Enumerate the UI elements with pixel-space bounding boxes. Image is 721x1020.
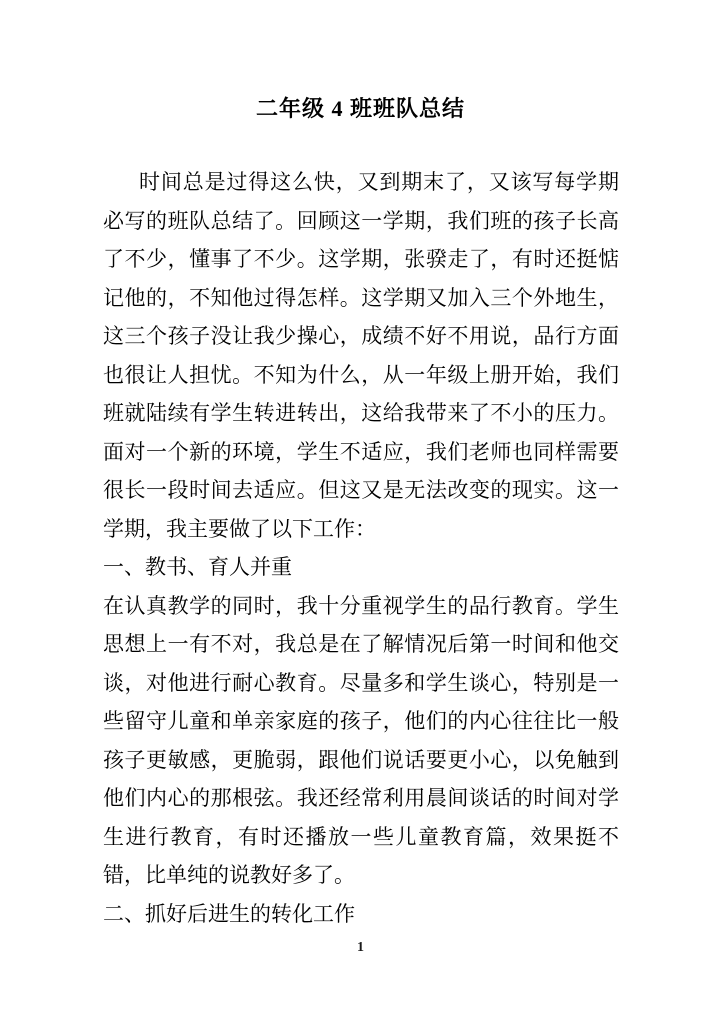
- paragraph-section-1: 在认真教学的同时，我十分重视学生的品行教育。学生思想上一有不对，我总是在了解情况后第一时间和他交谈，对他进行耐心教育。尽量多和学生谈心，特别是一些留守儿童和单亲家庭的孩子，他们的内心往往比一般孩子更敏感，更脆弱，跟他们说话要更小心，以免触到他们内心的那根弦。我还经常利用晨间谈话的时间对学生进行教育，有时还播放一些儿童教育篇，效果挺不错，比单纯的说教好多了。: [103, 593, 619, 887]
- paragraph-intro: 时间总是过得这么快，又到期末了，又该写每学期必写的班队总结了。回顾这一学期，我们班的孩子长高了不少，懂事了不少。这学期，张骙走了，有时还挺惦记他的，不知他过得怎样。这学期又加入三个外地生，这三个孩子没让我少操心，成绩不好不用说，品行方面也很让人担忧。不知为什么，从一年级上册开始，我们班就陆续有学生转进转出，这给我带来了不小的压力。面对一个新的环境，学生不适应，我们老师也同样需要很长一段时间去适应。但这又是无法改变的现实。这一学期，我主要做了以下工作：: [103, 170, 619, 541]
- document-body: [103, 163, 619, 933]
- page-number: 1: [357, 940, 364, 955]
- document-title: 二年级 4 班班队总结: [255, 96, 465, 121]
- section-heading-2: 二、抓好后进生的转化工作: [103, 901, 355, 926]
- section-heading-1: 一、教书、育人并重: [103, 555, 292, 579]
